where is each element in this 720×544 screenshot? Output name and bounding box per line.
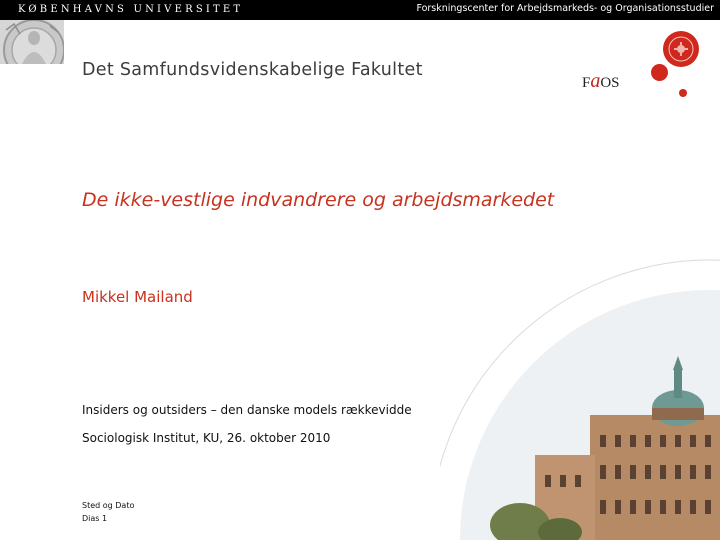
top-bar [0, 0, 720, 20]
university-logo [662, 30, 700, 68]
slide-venue: Sociologisk Institut, KU, 26. oktober 2010 [82, 431, 331, 445]
logo-accent: a [590, 70, 601, 92]
university-name: KØBENHAVNS UNIVERSITET [18, 4, 244, 15]
logo-prefix: F [582, 75, 591, 91]
slide-subtitle: Insiders og outsiders – den danske models rækkevidde [82, 403, 412, 417]
faculty-name: Det Samfundsvidenskabelige Fakultet [82, 60, 423, 80]
footer-place-date: Sted og Dato [82, 501, 135, 510]
slide-title: De ikke-vestlige indvandrere og arbejdsmarkedet [82, 189, 555, 211]
faos-logo [582, 70, 620, 93]
research-center-name: Forskningscenter for Arbejdsmarkeds- og Organisationsstudier [416, 3, 714, 14]
logo-suffix: OS [600, 75, 620, 91]
building-photo [440, 240, 720, 540]
university-seal-image [0, 20, 64, 64]
footer-slide-number: Dias 1 [82, 514, 108, 523]
red-dot-large [651, 64, 668, 81]
red-dot-small [679, 89, 687, 97]
author-name: Mikkel Mailand [82, 288, 193, 306]
